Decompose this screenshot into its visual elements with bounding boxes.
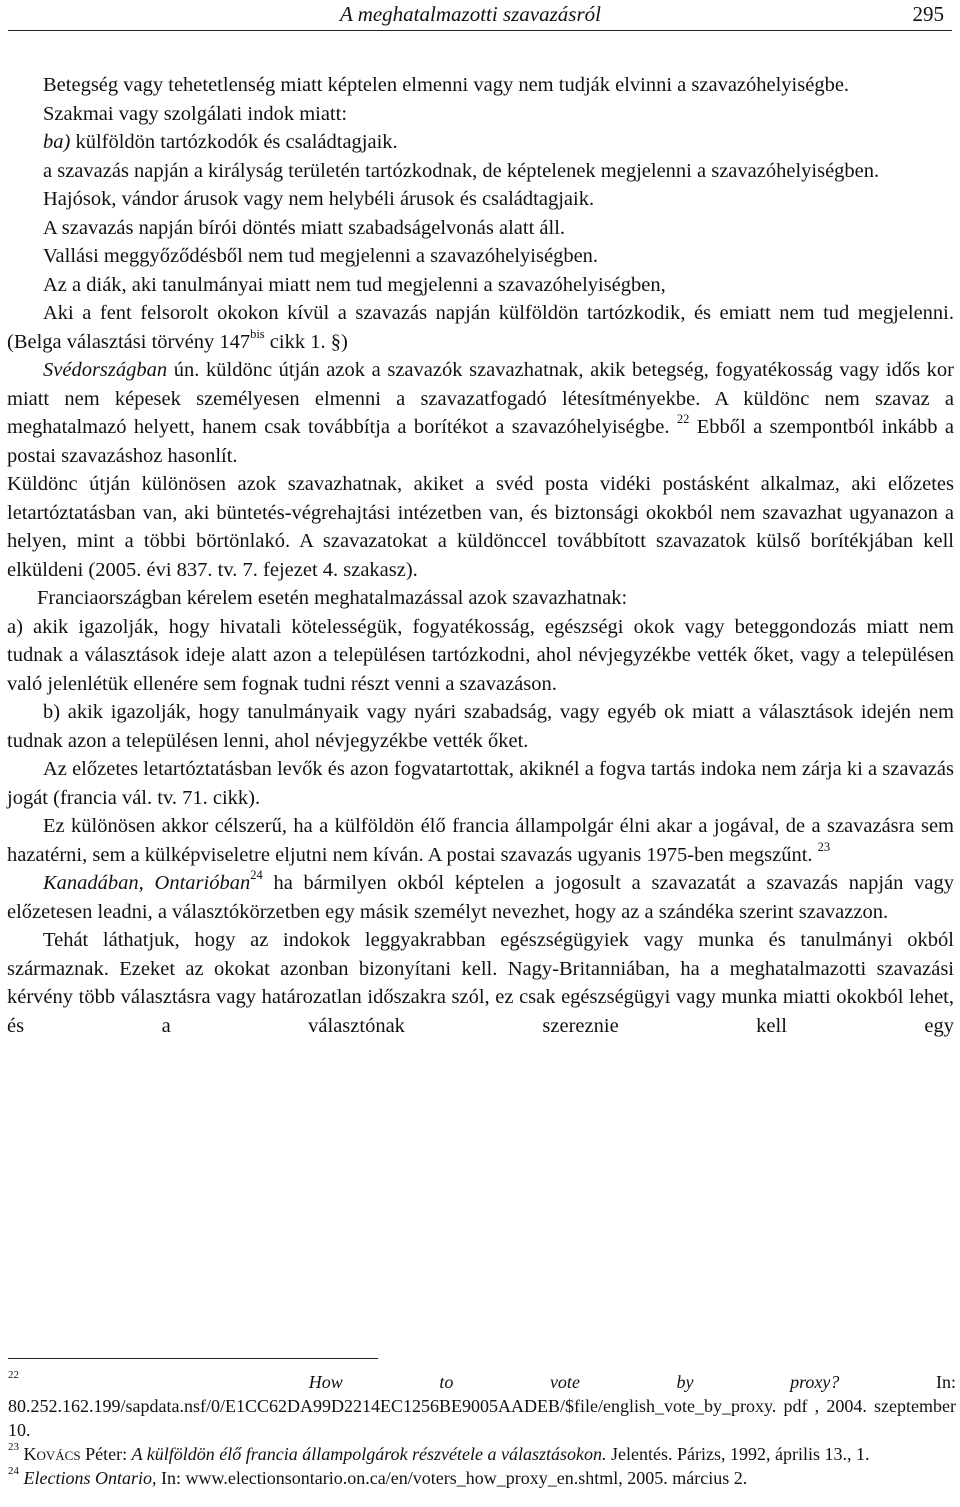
paragraph-religion: Vallási meggyőződésből nem tud megjelenni a szavazóhelyiségben. <box>43 245 599 267</box>
page-number: 295 <box>912 2 944 26</box>
paragraph-abroad: ba) külföldön tartózkodók és családtagjaik. <box>43 131 398 153</box>
running-header <box>8 0 952 31</box>
paragraph-canada: Kanadában, Ontarióban$^{24}$ ha bármilyen okból képtelen a jogosult a szavazatát a szavazás napján vagy előzetesen leadni, a választókörzetben egy másik személyt nevezhet, hogy az a szándéka szerint szavazzon. <box>7 868 954 923</box>
paragraph-detainees: Az előzetes letartóztatásban levők és azon fogvatartottak, akiknél a fogva tartás indoka nem zárja ki a szavazás jogát (francia vál. tv. 71. cikk). <box>7 758 954 809</box>
paragraph-abroad-citizen: Ez különösen akkor célszerű, ha a külföldön élő francia állampolgár élni akar a jogával, de a szavazásra sem hazatérni, sem a külképviseletre eljutni nem kíván. A postai szavazás ugyanis 1975-ben megszűnt. $^{23}$ <box>7 815 954 866</box>
main-text <box>7 71 954 1040</box>
paragraph-illness: Betegség vagy tehetetlenség miatt képtelen elmenni vagy nem tudják elvinni a szavazóhelyiségbe. <box>43 74 850 96</box>
paragraph-france-a: a) akik igazolják, hogy hivatali kötelességük, fogyatékosság, egészségi okok vagy beteggondozás miatt nem tudnak a választások ideje alatt azon a településen tartózkodni, ahol névjegyzékbe vették őket, vagy a településen való jelenlétük ellenére sem fognak tudni részt venni a szavazáson. <box>7 615 954 695</box>
footnote-ref-22: 22 <box>676 412 690 427</box>
paragraph-conclusion: Tehát láthatjuk, hogy az indokok leggyakrabban egészségügyiek vagy munka és tanulmányi okból származnak. Ezeket az okokat azonban bizonyítani kell. Nagy-Britanniában, ha a meghatalmazotti szavazási kérvény több választásra vagy határozatlan időszakra szól, ez csak egészségügyi vagy munka miatti okokból lehet, és a választónak szereznie kell egy <box>7 929 954 1037</box>
paragraph-belgian-law: Aki a fent felsorolt okokon kívül a szavazás napján külföldön tartózkodik, és emiatt nem tud megjelenni. (Belga választási törvény $147^{bis}$ cikk 1. §) <box>7 302 954 353</box>
paragraph-france: Franciaországban kérelem esetén meghatalmazással azok szavazhatnak: <box>37 587 628 609</box>
running-title: A meghatalmazotti szavazásról <box>340 2 601 26</box>
paragraph-detention: A szavazás napján bírói döntés miatt szabadságelvonás alatt áll. <box>43 216 566 239</box>
footnote-ref-23: 23 <box>817 839 831 854</box>
paragraph-sweden: Svédországban ún. küldönc útján azok a szavazók szavazhatnak, akik betegség, fogyatékosság vagy idős kor miatt nem képesek személyesen elmenni a szavazatfogadó létesítményekbe. A küldönc nem szavaz a meghatalmazó helyett, hanem csak továbbítja a borítékot a szavazóhelyiségbe. $^{22}$ Ebből a szempontból inkább a postai szavazáshoz hasonlít. <box>7 359 954 467</box>
footnote-24: $^{24}$ Elections Ontario, In: www.electionsontario.on.ca/en/voters_how_proxy_en.shtml, 2005. március 2. <box>8 1465 748 1488</box>
paragraph-france-b: b) akik igazolják, hogy tanulmányaik vagy nyári szabadság, vagy egyéb ok miatt a választások idején nem tudnak azon a településen lenni, ahol névjegyzékbe vették őket. <box>7 701 954 752</box>
footnotes <box>8 1370 956 1490</box>
footnote-23: $^{23}$ Kovács Péter: A külföldön élő francia állampolgárok részvétele a választásokon. Jelentés. Párizs, 1992, április 13., 1. <box>8 1441 870 1464</box>
footnote-separator <box>8 1358 378 1359</box>
paragraph-student: Az a diák, aki tanulmányai miatt nem tud megjelenni a szavazóhelyiségben, <box>43 273 666 296</box>
paragraph-courier: Küldönc útján különösen azok szavazhatnak, akiket a svéd posta vidéki postásként alkalmaz, aki előzetes letartóztatásban van, aki büntetés-végrehajtási intézetben van, és biztonsági okokból nem szavazhat ugyanazon a helyen, mint a többi börtönlakó. A szavazatokat a küldönccel továbbított szavazatok külső borítékjában kell elküldeni (2005. évi 837. tv. 7. fejezet 4. szakasz). <box>7 473 954 581</box>
footnote-ref-24: 24 <box>250 868 263 883</box>
paragraph-professional: Szakmai vagy szolgálati indok miatt: <box>43 102 348 125</box>
paragraph-kingdom: a szavazás napján a királyság területén tartózkodnak, de képtelenek megjelenni a szavazóhelyiségben. <box>43 159 880 182</box>
paragraph-sailors: Hajósok, vándor árusok vagy nem helybéli árusok és családtagjaik. <box>43 188 595 210</box>
footnote-22: $^{22}$ How to vote by proxy? In: 80.252.162.199/sapdata.nsf/0/E1CC62DA99D2214EC1256BE9005AADEB/$file/english_vote_by_proxy. pdf , 2004. szeptember 10. <box>8 1369 957 1440</box>
